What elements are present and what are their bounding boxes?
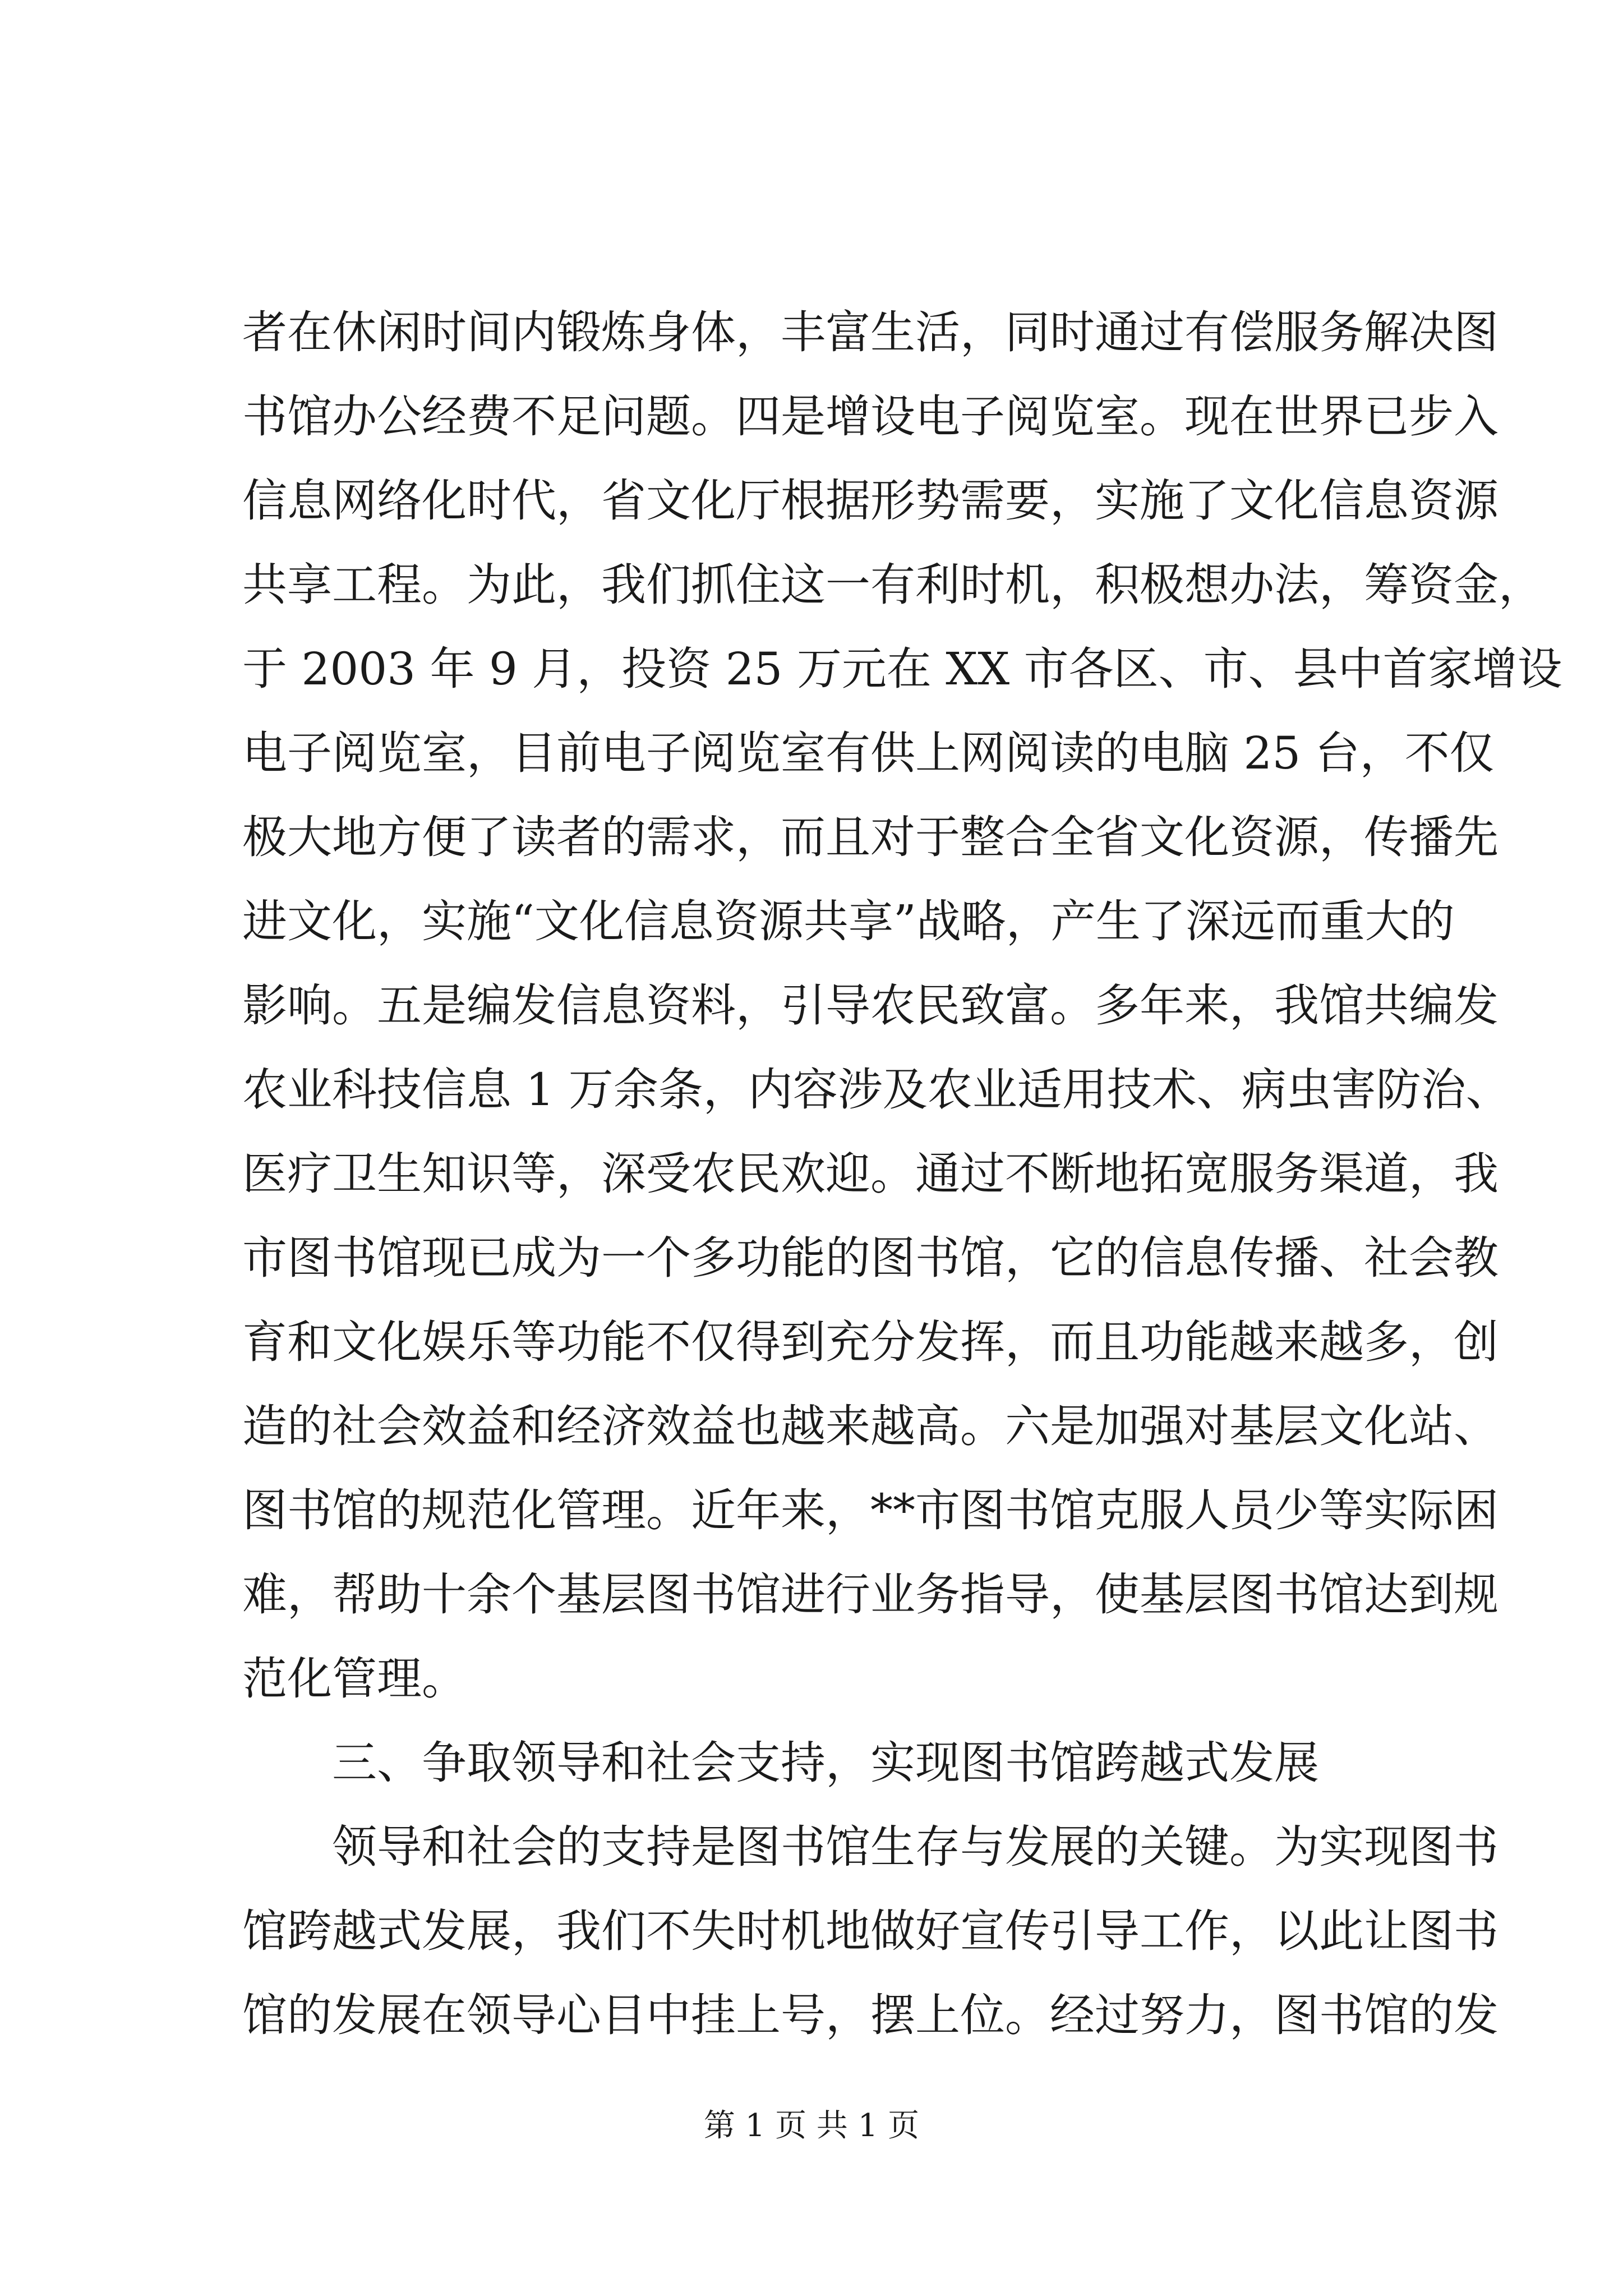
- text-line: 信息网络化时代，省文化厅根据形势需要，实施了文化信息资源: [242, 475, 1498, 527]
- text-line: 育和文化娱乐等功能不仅得到充分发挥，而且功能越来越多，创: [242, 1316, 1498, 1368]
- page-footer: 第 1 页 共 1 页: [703, 2108, 920, 2144]
- document-body: [242, 291, 1562, 2058]
- text-line: 电子阅览室，目前电子阅览室有供上网阅读的电脑 25 台，不仅: [242, 727, 1495, 779]
- text-line: 图书馆的规范化管理。近年来，**市图书馆克服人员少等实际困: [242, 1484, 1498, 1536]
- text-line: 馆的发展在领导心目中挂上号，摆上位。经过努力，图书馆的发: [242, 1989, 1498, 2041]
- text-line: 馆跨越式发展，我们不失时机地做好宣传引导工作，以此让图书: [242, 1905, 1498, 1957]
- text-line: 影响。五是编发信息资料，引导农民致富。多年来，我馆共编发: [242, 979, 1498, 1032]
- text-line: 书馆办公经费不足问题。四是增设电子阅览室。现在世界已步入: [242, 390, 1498, 443]
- text-line: 造的社会效益和经济效益也越来越高。六是加强对基层文化站、: [242, 1400, 1498, 1452]
- text-line: 者在休闲时间内锻炼身体，丰富生活，同时通过有偿服务解决图: [242, 306, 1498, 358]
- text-line: 农业科技信息 1 万余条，内容涉及农业适用技术、病虫害防治、: [242, 1064, 1511, 1116]
- text-line: 市图书馆现已成为一个多功能的图书馆，它的信息传播、社会教: [242, 1232, 1498, 1284]
- text-line: 范化管理。: [242, 1653, 467, 1705]
- text-line: 于 2003 年 9 月，投资 25 万元在 XX 市各区、市、县中首家增设: [242, 643, 1562, 695]
- text-line: 医疗卫生知识等，深受农民欢迎。通过不断地拓宽服务渠道，我: [242, 1148, 1498, 1200]
- text-line: 共享工程。为此，我们抓住这一有利时机，积极想办法，筹资金，: [242, 559, 1543, 611]
- text-line: 极大地方便了读者的需求，而且对于整合全省文化资源，传播先: [242, 811, 1498, 863]
- text-line: 进文化，实施“文化信息资源共享”战略，产生了深远而重大的: [242, 895, 1455, 947]
- section-heading: 三、争取领导和社会支持，实现图书馆跨越式发展: [332, 1737, 1319, 1789]
- text-line: 难，帮助十余个基层图书馆进行业务指导，使基层图书馆达到规: [242, 1568, 1498, 1621]
- text-line: 领导和社会的支持是图书馆生存与发展的关键。为实现图书: [332, 1821, 1498, 1873]
